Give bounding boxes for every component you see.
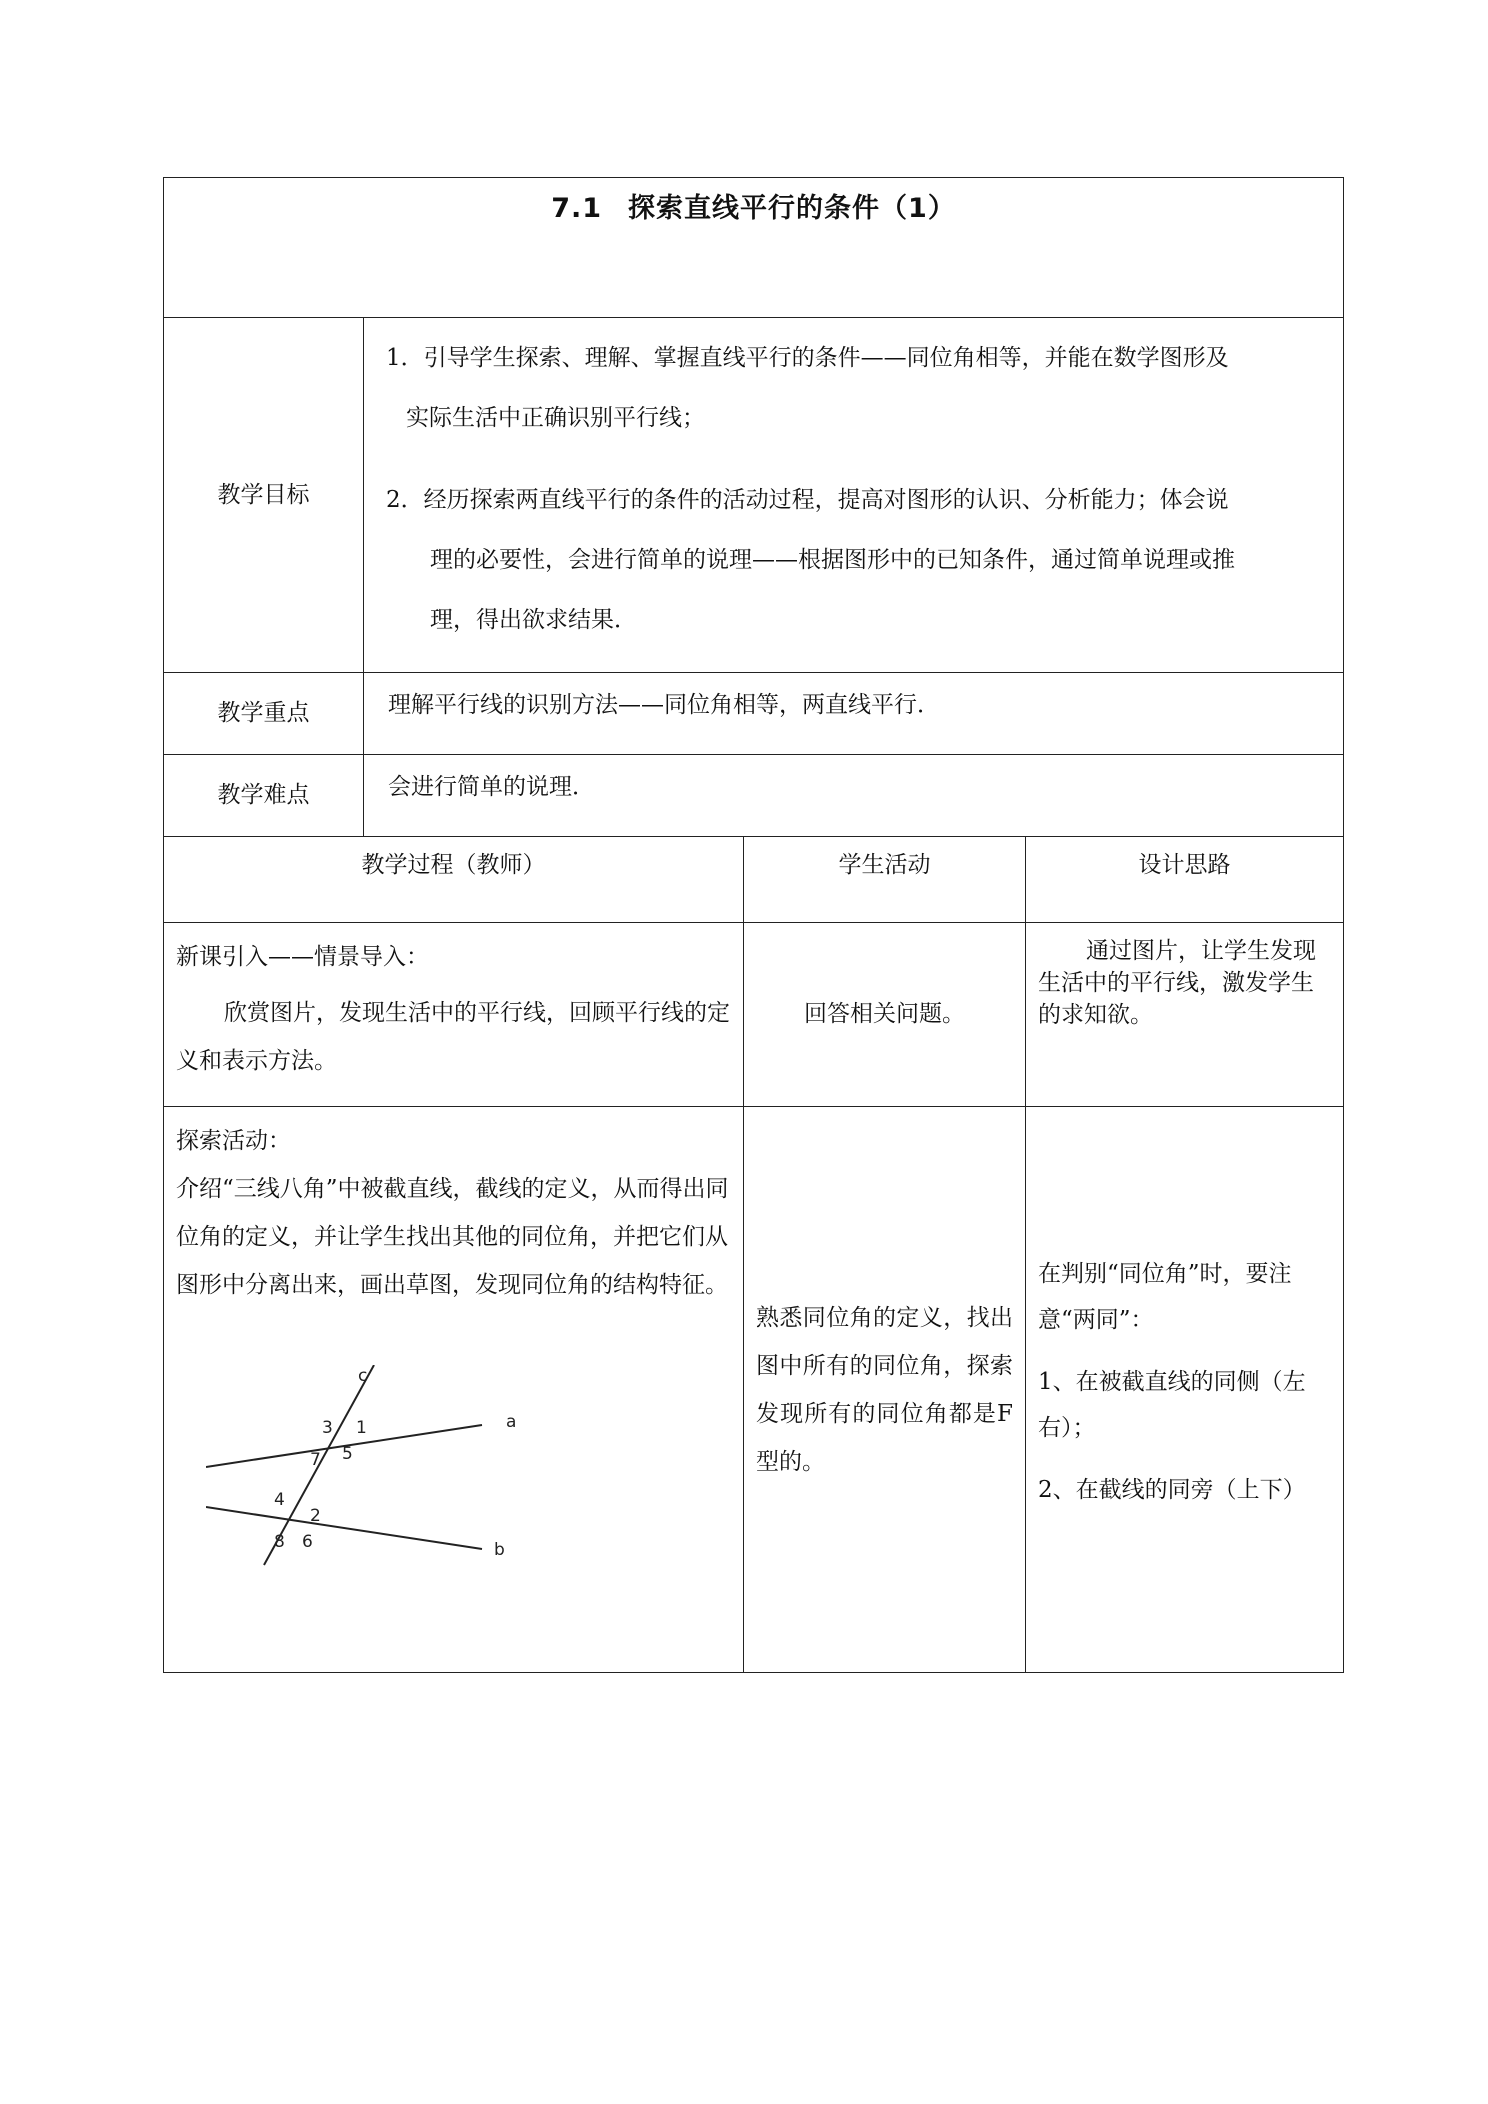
section-number: 7.1 bbox=[551, 193, 603, 224]
goal-2-line-3: 理，得出欲求结果． bbox=[430, 607, 637, 633]
intro-student-cell bbox=[744, 923, 1026, 1107]
angle-label: 5 bbox=[342, 1444, 353, 1464]
angle-label: 1 bbox=[356, 1418, 367, 1438]
explore-body: 介绍“三线八角”中被截直线，截线的定义，从而得出同位角的定义，并让学生找出其他的同位角，并把它们从图形中分离出来，画出草图，发现同位角的结构特征。 bbox=[176, 1176, 729, 1298]
title-text: 探索直线平行的条件（1） bbox=[628, 193, 956, 224]
explore-process-cell bbox=[164, 1107, 744, 1673]
angle-label: 3 bbox=[322, 1418, 333, 1438]
angle-label: 8 bbox=[274, 1532, 285, 1552]
angle-label: 7 bbox=[310, 1450, 321, 1470]
design-note-2: 2、在截线的同旁（上下） bbox=[1038, 1476, 1306, 1503]
column-header-design: 设计思路 bbox=[1026, 837, 1344, 923]
explore-student-text: 熟悉同位角的定义，找出图中所有的同位角，探索发现所有的同位角都是F型的。 bbox=[756, 1304, 1013, 1475]
goal-item-1 bbox=[386, 328, 1329, 448]
page-title bbox=[551, 190, 956, 228]
design-note-1: 1、在被截直线的同侧（左右）； bbox=[1038, 1368, 1306, 1441]
intro-body: 欣赏图片，发现生活中的平行线，回顾平行线的定义和表示方法。 bbox=[176, 1000, 730, 1074]
key-point-text: 理解平行线的识别方法——同位角相等，两直线平行． bbox=[364, 673, 1344, 755]
column-header-student: 学生活动 bbox=[744, 837, 1026, 923]
intro-process-cell bbox=[164, 923, 744, 1107]
goals-label: 教学目标 bbox=[164, 318, 364, 673]
goal-2-line-1: 2．经历探索两直线平行的条件的活动过程，提高对图形的认识、分析能力；体会说 bbox=[386, 487, 1229, 513]
explore-design-cell bbox=[1026, 1107, 1344, 1673]
lesson-plan-table bbox=[163, 177, 1344, 1673]
angle-label: 4 bbox=[274, 1490, 285, 1510]
design-note-intro: 在判别“同位角”时，要注意“两同”： bbox=[1038, 1260, 1292, 1333]
goal-1-line-2: 实际生活中正确识别平行线； bbox=[406, 405, 705, 431]
key-point-label: 教学重点 bbox=[164, 673, 364, 755]
three-lines-eight-angles-figure bbox=[206, 1365, 536, 1575]
label-a: a bbox=[506, 1412, 517, 1432]
goal-2-line-2: 理的必要性，会进行简单的说理——根据图形中的已知条件，通过简单说理或推 bbox=[430, 547, 1235, 573]
angle-label: 2 bbox=[310, 1506, 321, 1526]
intro-design-text: 通过图片，让学生发现生活中的平行线，激发学生的求知欲。 bbox=[1026, 923, 1344, 1107]
difficulty-text: 会进行简单的说理． bbox=[364, 755, 1344, 837]
intro-heading: 新课引入——情景导入： bbox=[176, 944, 429, 970]
column-header-process: 教学过程（教师） bbox=[164, 837, 744, 923]
goal-1-line-1: 1．引导学生探索、理解、掌握直线平行的条件——同位角相等，并能在数学图形及 bbox=[386, 345, 1229, 371]
goals-content bbox=[364, 318, 1344, 673]
line-b bbox=[206, 1507, 482, 1549]
label-b: b bbox=[494, 1540, 505, 1560]
explore-heading: 探索活动： bbox=[176, 1128, 291, 1154]
label-c: c bbox=[358, 1366, 368, 1386]
title-cell bbox=[164, 178, 1344, 318]
angle-label: 6 bbox=[302, 1532, 313, 1552]
explore-student-cell bbox=[744, 1107, 1026, 1673]
difficulty-label: 教学难点 bbox=[164, 755, 364, 837]
intro-student-text: 回答相关问题。 bbox=[804, 1001, 965, 1028]
goal-item-2 bbox=[386, 470, 1329, 650]
